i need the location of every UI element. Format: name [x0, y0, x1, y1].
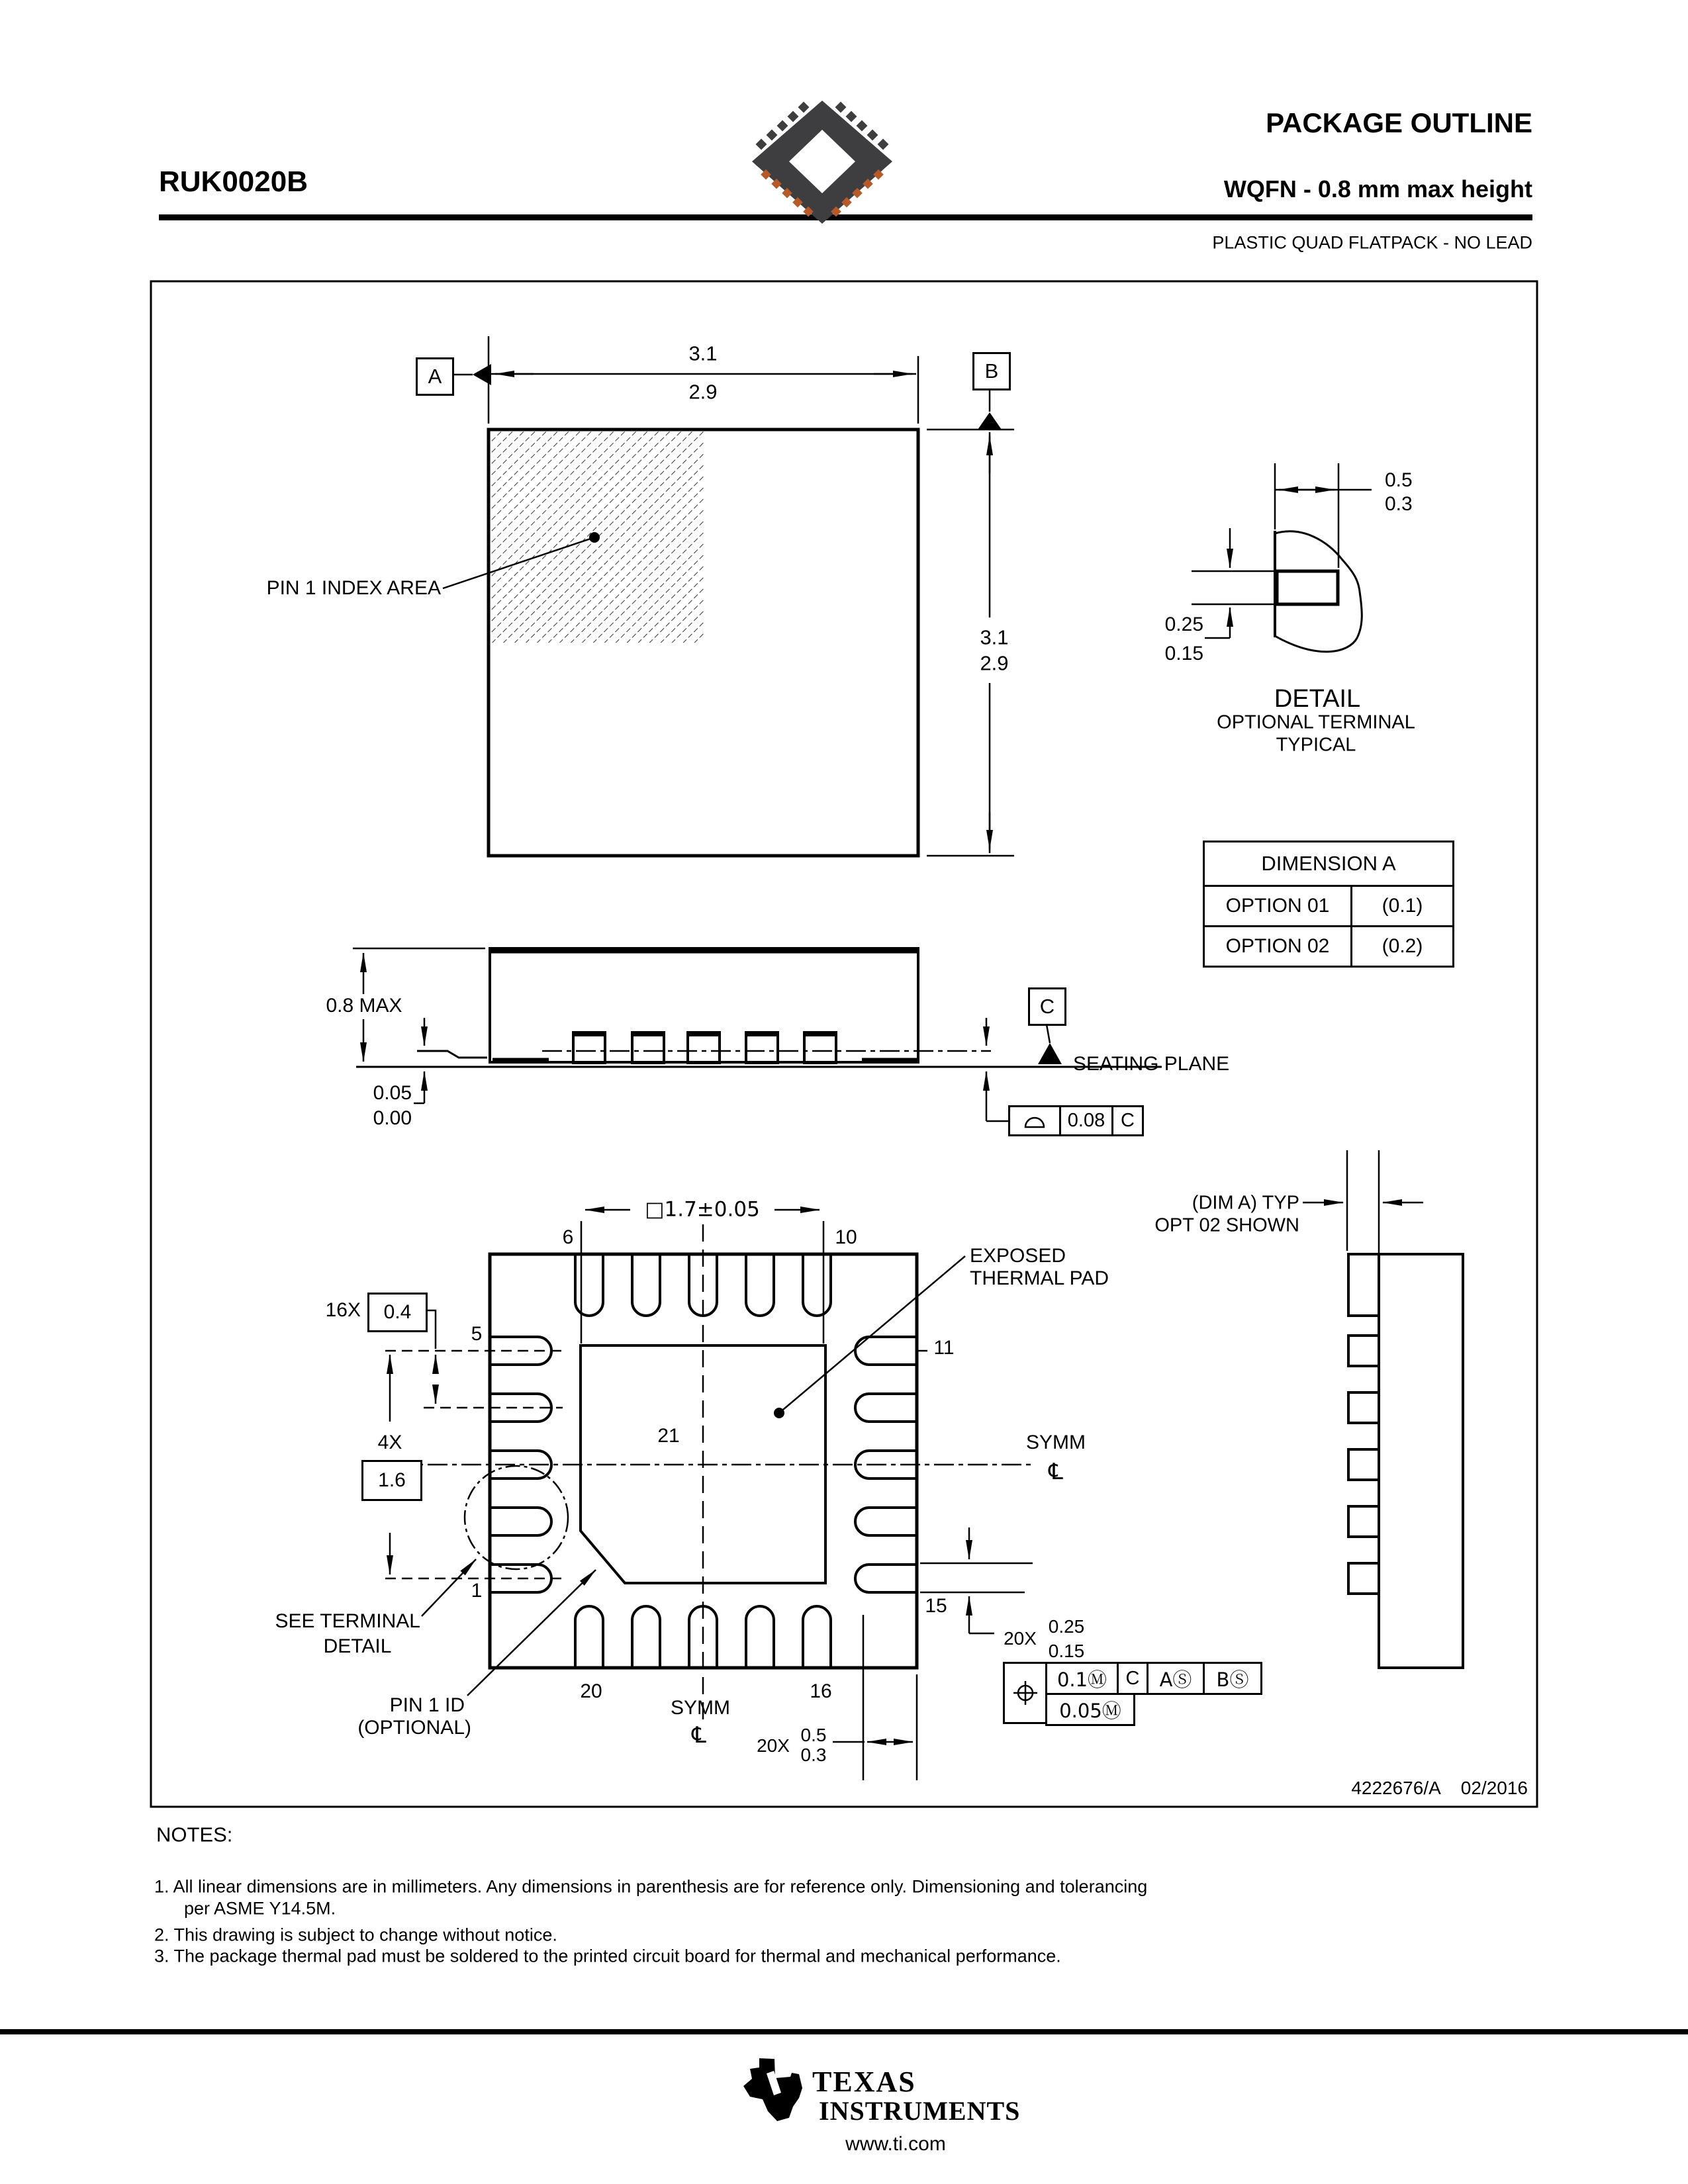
- pin-16-label: 16: [810, 1680, 832, 1702]
- span-count: 4X: [375, 1433, 405, 1453]
- fcf-datum-2: AⓈ: [1147, 1662, 1205, 1695]
- pin: [746, 1606, 774, 1666]
- pin: [746, 1255, 774, 1316]
- profile-body: [1379, 1254, 1463, 1668]
- fcf-datum-3: BⓈ: [1203, 1662, 1262, 1695]
- pin: [575, 1606, 603, 1666]
- tolerance-row-2: [1045, 1693, 1262, 1726]
- note-1: 1. All linear dimensions are in millimeters. Any dimensions in parenthesis are for reference only. Dimensioning and tolerancing: [154, 1876, 1148, 1897]
- part-number: RUK0020B: [159, 165, 308, 198]
- pin-11-label: 11: [933, 1337, 955, 1359]
- flatness-symbol-cell: [1008, 1105, 1061, 1136]
- note-3: 3. The package thermal pad must be soldered to the printed circuit board for thermal and mechanical performance.: [154, 1946, 1061, 1966]
- seating-plane-label: SEATING PLANE: [1073, 1053, 1230, 1075]
- drawing-number-line: [1351, 1779, 1528, 1797]
- package-title: WQFN - 0.8 mm max height: [1223, 175, 1532, 203]
- package-outline-side: [490, 948, 918, 1062]
- pitch-value: 0.4: [383, 1301, 412, 1323]
- option-01-value: (0.1): [1382, 895, 1423, 917]
- detail-dim-w-min: 0.3: [1385, 493, 1413, 515]
- notes-title: NOTES:: [156, 1823, 233, 1846]
- datum-a-triangle: [473, 364, 491, 385]
- datum-b-label: B: [984, 359, 999, 383]
- detail-dim-h-max: 0.25: [1164, 614, 1203, 635]
- terminal-detail-view: [1192, 463, 1372, 652]
- terminal-cross-section: [1277, 571, 1338, 604]
- bottom-view: [385, 1210, 1033, 1780]
- detail-dim-w-max: 0.5: [1385, 469, 1413, 491]
- pin: [575, 1255, 603, 1316]
- position-symbol-cell: [1003, 1662, 1047, 1724]
- pin-6-label: 6: [562, 1226, 574, 1248]
- ti-logo-icon: [743, 2058, 802, 2121]
- revision-date: 02/2016: [1460, 1778, 1528, 1798]
- symm-label-bottom: SYMM: [671, 1697, 730, 1719]
- pin-1-label: 1: [471, 1580, 483, 1602]
- option-01-label: OPTION 01: [1205, 887, 1352, 925]
- standoff-min: 0.00: [373, 1107, 412, 1129]
- flatness-value: 0.08: [1059, 1105, 1113, 1136]
- dimension-a-table: [1203, 841, 1454, 968]
- detail-dim-h-min: 0.15: [1164, 643, 1203, 664]
- option-02-label: OPTION 02: [1205, 927, 1352, 966]
- pad-length-min: 0.3: [800, 1745, 827, 1765]
- pin: [855, 1565, 915, 1592]
- position-symbol-icon: [1011, 1679, 1039, 1707]
- datum-a-label: A: [428, 365, 442, 388]
- package-subtitle: PLASTIC QUAD FLATPACK - NO LEAD: [1212, 232, 1532, 253]
- detail-title: DETAIL: [1274, 685, 1361, 713]
- span-value: 1.6: [378, 1469, 406, 1491]
- table-title: DIMENSION A: [1205, 842, 1452, 887]
- pin-20-label: 20: [580, 1680, 602, 1702]
- datum-c-label: C: [1039, 995, 1055, 1018]
- footer-rule: [0, 2029, 1688, 2034]
- pin: [855, 1508, 915, 1535]
- flatness-datum: C: [1111, 1105, 1144, 1136]
- option-02-value: (0.2): [1382, 935, 1423, 957]
- pad-width-count: 20X: [1004, 1628, 1037, 1649]
- pin-5-label: 5: [471, 1323, 483, 1345]
- pin1-index-label: PIN 1 INDEX AREA: [266, 577, 441, 599]
- position-tolerance-frame: [1003, 1662, 1262, 1726]
- profile-view: [1303, 1150, 1463, 1668]
- dim-width-min: 2.9: [688, 380, 718, 404]
- dim-height-max: 3.1: [980, 625, 1009, 649]
- pin1-id-line2: (OPTIONAL): [357, 1717, 471, 1739]
- fcf-tolerance: 0.1Ⓜ: [1045, 1662, 1119, 1695]
- brand-line2: INSTRUMENTS: [819, 2096, 1021, 2126]
- pin: [803, 1606, 831, 1666]
- see-detail-leader: [422, 1559, 476, 1616]
- table-row: [1205, 887, 1452, 927]
- fcf-tolerance-2: 0.05Ⓜ: [1045, 1693, 1135, 1726]
- pad-width-max: 0.25: [1048, 1616, 1085, 1637]
- datum-b-box: [972, 352, 1011, 390]
- fcf-datum-1: C: [1117, 1662, 1149, 1695]
- pin: [855, 1394, 915, 1422]
- side-view: [353, 948, 1162, 1121]
- pad-length-max: 0.5: [800, 1725, 827, 1745]
- doc-title: PACKAGE OUTLINE: [1266, 107, 1532, 138]
- break-line: [1275, 531, 1362, 652]
- exposed-pad-leader: [779, 1256, 965, 1413]
- brand-line1: TEXAS: [812, 2066, 916, 2098]
- dim-a-note2: OPT 02 SHOWN: [1154, 1214, 1299, 1236]
- exposed-pad-line1: EXPOSED: [970, 1245, 1066, 1267]
- pin-15-label: 15: [925, 1595, 947, 1617]
- pad-width-min: 0.15: [1048, 1641, 1085, 1661]
- seating-plane-symbol-icon: [1023, 1112, 1047, 1130]
- centerline-symbol-bottom: ℄: [692, 1722, 706, 1749]
- dim-height-min: 2.9: [980, 651, 1009, 675]
- detail-sub1: OPTIONAL TERMINAL: [1217, 711, 1415, 733]
- pad-length-count: 20X: [757, 1735, 790, 1756]
- dim-a-note1: (DIM A) TYP: [1192, 1192, 1299, 1214]
- table-row: [1205, 927, 1452, 966]
- height-dim: 0.8 MAX: [322, 996, 405, 1016]
- see-detail-line1: SEE TERMINAL: [275, 1610, 420, 1632]
- datum-b-triangle: [978, 412, 1002, 430]
- note-2: 2. This drawing is subject to change without notice.: [154, 1925, 557, 1945]
- pitch-value-box: [367, 1293, 428, 1332]
- pin: [632, 1606, 660, 1666]
- exposed-pad-line2: THERMAL PAD: [970, 1267, 1109, 1289]
- datum-c-triangle: [1038, 1043, 1062, 1064]
- terminal-detail-circle: [465, 1466, 568, 1569]
- flatness-frame: [1008, 1105, 1144, 1136]
- chip-3d-icon: [752, 101, 892, 224]
- pad-dim: □1.7±0.05: [639, 1200, 765, 1220]
- pin-10-label: 10: [835, 1226, 857, 1248]
- note-1b: per ASME Y14.5M.: [184, 1898, 336, 1919]
- symm-label-right: SYMM: [1026, 1432, 1086, 1453]
- top-view: [443, 336, 1014, 856]
- datum-c-box: [1028, 987, 1066, 1026]
- tolerance-row-1: [1045, 1662, 1262, 1695]
- pin: [803, 1255, 831, 1316]
- website-link: www.ti.com: [845, 2133, 946, 2155]
- see-detail-line2: DETAIL: [323, 1635, 392, 1657]
- detail-sub2: TYPICAL: [1276, 734, 1356, 756]
- tolerance-cells: [1045, 1662, 1262, 1726]
- pitch-count: 16X: [325, 1299, 361, 1321]
- span-value-box: [361, 1460, 422, 1501]
- centerline-symbol-right: ℄: [1049, 1459, 1063, 1485]
- drawing-number: 4222676/A: [1351, 1778, 1441, 1798]
- dim-width-max: 3.1: [688, 341, 718, 365]
- header-rule: [159, 214, 1532, 220]
- pin-21-label: 21: [657, 1425, 680, 1447]
- drawing-border: [151, 281, 1537, 1807]
- pin: [491, 1508, 551, 1535]
- pin: [632, 1255, 660, 1316]
- standoff-max: 0.05: [373, 1082, 412, 1104]
- pin1-id-line1: PIN 1 ID: [389, 1694, 465, 1716]
- datum-a-box: [416, 357, 454, 396]
